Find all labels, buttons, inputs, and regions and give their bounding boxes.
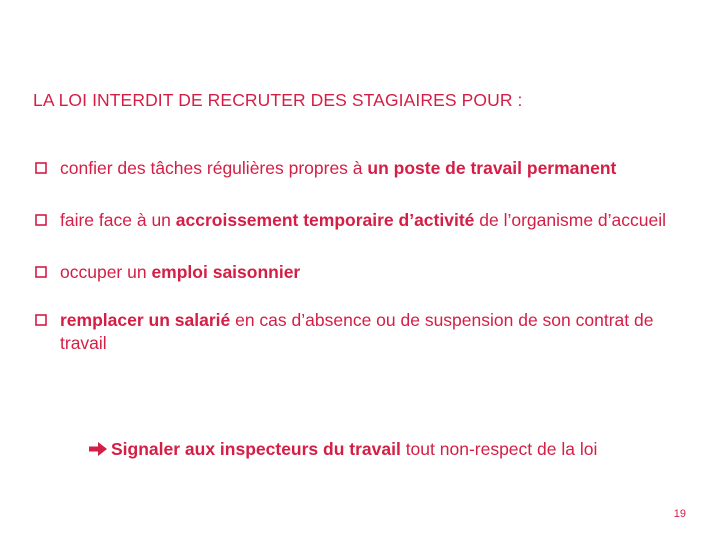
bullet-item: [35, 309, 695, 355]
bullet-text-regular: confier des tâches régulières propres à: [60, 158, 368, 178]
bullet-text-regular: en cas d’absence ou de suspension de son contrat de travail: [60, 310, 654, 353]
note-text-regular: tout non-respect de la loi: [400, 439, 598, 459]
bullet-list: [35, 157, 695, 384]
bullet-text-bold: remplacer un salarié: [60, 310, 231, 330]
bullet-text-regular: de l’organisme d’accueil: [474, 210, 667, 230]
bullet-text-regular: occuper un: [60, 262, 152, 282]
bullet-text-regular: faire face à un: [60, 210, 176, 230]
arrow-right-icon: [88, 440, 108, 463]
slide-title: LA LOI INTERDIT DE RECRUTER DES STAGIAIRES POUR :: [33, 90, 523, 110]
bullet-item: [35, 209, 695, 232]
note-callout: [88, 438, 597, 463]
bullet-item: [35, 157, 695, 180]
note-text-bold: Signaler aux inspecteurs du travail: [111, 439, 401, 459]
bullet-text-bold: un poste de travail permanent: [367, 158, 617, 178]
bullet-text-bold: accroissement temporaire d’activité: [175, 210, 475, 230]
bullet-item: [35, 261, 695, 284]
checkbox-square-icon: [35, 162, 47, 174]
page-number: 19: [673, 508, 686, 520]
bullet-text-bold: emploi saisonnier: [151, 262, 301, 282]
checkbox-square-icon: [35, 314, 47, 326]
checkbox-square-icon: [35, 266, 47, 278]
checkbox-square-icon: [35, 214, 47, 226]
